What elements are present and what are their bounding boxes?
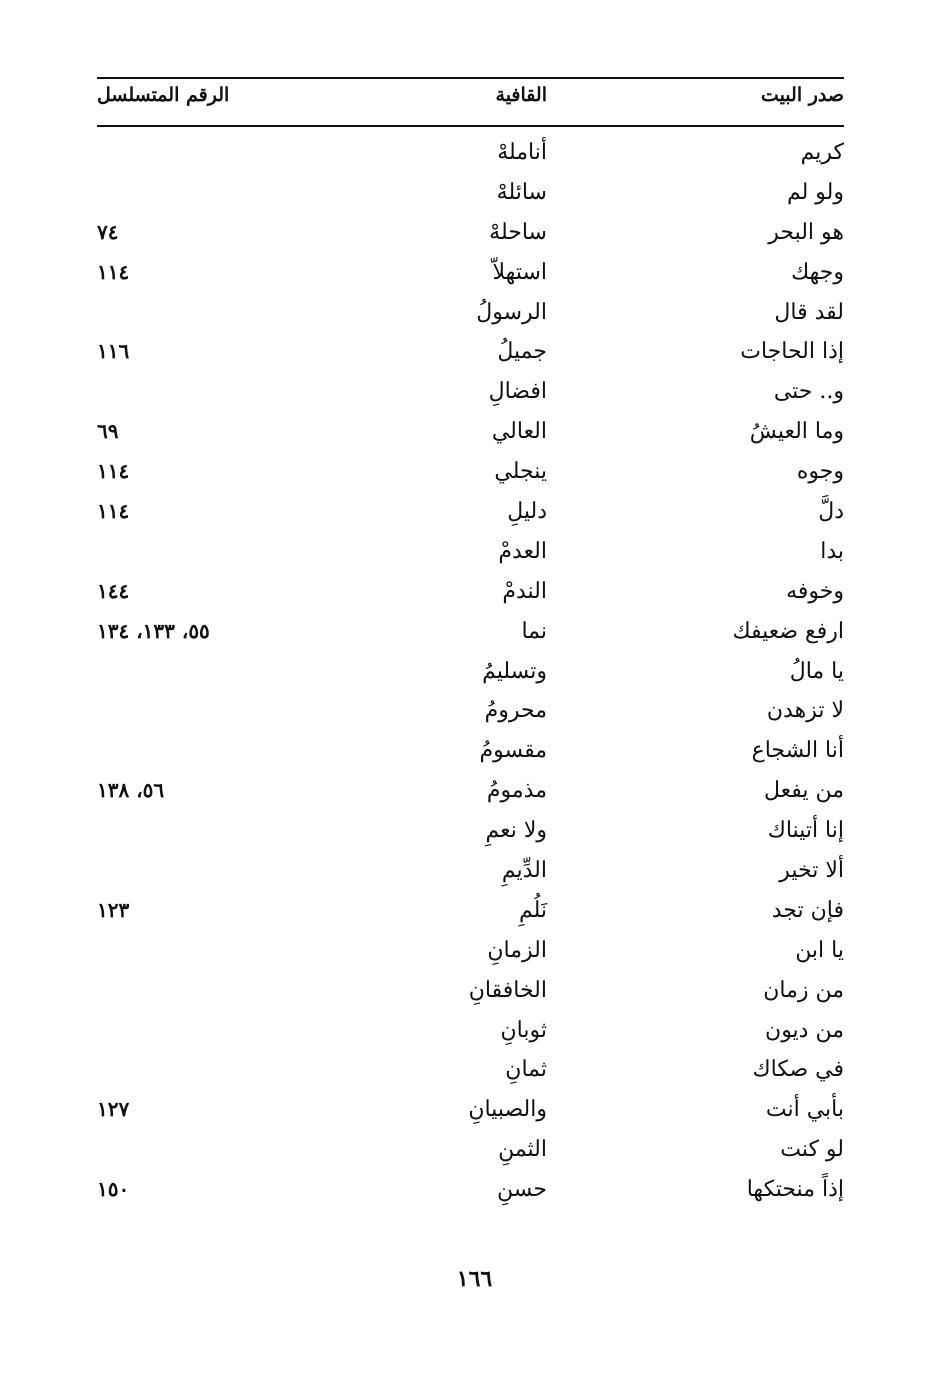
first-hemistich-cell: لقد قال	[774, 299, 844, 325]
first-hemistich-cell: ارفع ضعيفك	[732, 618, 844, 644]
table-header	[97, 84, 844, 118]
first-hemistich-cell: كريم	[800, 140, 844, 165]
rhyme-cell: والصبيانِ	[468, 1097, 547, 1123]
table-row	[97, 253, 844, 293]
serial-number-cell: ١٤٤	[97, 578, 130, 603]
rhyme-cell: ولا نعمِ	[485, 818, 547, 844]
rhyme-cell: الثمنِ	[498, 1137, 547, 1163]
first-hemistich-cell: وجوه	[796, 459, 844, 485]
serial-number-cell: ١١٤	[97, 499, 130, 524]
serial-number-cell: ٥٥، ١٣٣، ١٣٤	[97, 618, 210, 643]
first-hemistich-cell: وخوفه	[786, 578, 844, 604]
table-row	[97, 851, 844, 891]
rhyme-cell: نما	[521, 618, 547, 644]
first-hemistich-cell: بدا	[820, 538, 844, 564]
table-top-rule	[97, 77, 844, 79]
first-hemistich-cell: بأبي أنت	[765, 1097, 844, 1123]
header-first-hemistich: صدر البيت	[760, 84, 844, 106]
rhyme-cell: ثوبانِ	[500, 1017, 547, 1043]
table-row	[97, 1130, 844, 1170]
table-row	[97, 492, 844, 532]
rhyme-cell: الخافقانِ	[468, 977, 547, 1003]
first-hemistich-cell: من يفعل	[763, 778, 844, 804]
first-hemistich-cell: دلَّ	[818, 499, 844, 525]
table-row	[97, 1011, 844, 1051]
rhyme-cell: ينجلي	[494, 459, 547, 485]
first-hemistich-cell: وما العيشُ	[749, 419, 844, 445]
serial-number-cell: ١١٤	[97, 459, 130, 484]
table-row	[97, 293, 844, 333]
rhyme-cell: الزمانِ	[487, 937, 547, 963]
first-hemistich-cell: لو كنت	[780, 1137, 844, 1163]
page-number: ١٦٦	[456, 1266, 493, 1292]
table-row	[97, 133, 844, 173]
header-serial-number: الرقم المتسلسل	[97, 84, 230, 106]
table-body	[97, 133, 844, 1210]
table-row	[97, 931, 844, 971]
table-row	[97, 332, 844, 372]
table-row	[97, 213, 844, 253]
table-row	[97, 612, 844, 652]
first-hemistich-cell: أنا الشجاع	[751, 738, 844, 764]
first-hemistich-cell: إذا الحاجات	[740, 339, 844, 365]
first-hemistich-cell: لا تزهدن	[766, 698, 844, 724]
first-hemistich-cell: من ديون	[765, 1017, 844, 1043]
serial-number-cell: ٥٦، ١٣٨	[97, 778, 165, 803]
rhyme-cell: سائلهْ	[496, 179, 547, 205]
serial-number-cell: ١٢٧	[97, 1097, 130, 1122]
rhyme-cell: أناملهْ	[497, 140, 547, 165]
table-row	[97, 1090, 844, 1130]
rhyme-cell: افضالِ	[488, 379, 547, 405]
rhyme-cell: نَلُمِ	[518, 897, 547, 923]
table-row	[97, 731, 844, 771]
table-row	[97, 691, 844, 731]
rhyme-cell: مقسومُ	[479, 738, 547, 764]
first-hemistich-cell: إذاً منحتكها	[746, 1177, 844, 1203]
first-hemistich-cell: يا ابن	[795, 937, 844, 963]
rhyme-cell: الندمْ	[502, 578, 547, 604]
table-row	[97, 372, 844, 412]
serial-number-cell: ٧٤	[97, 219, 119, 244]
table-row	[97, 1050, 844, 1090]
table-row	[97, 532, 844, 572]
table-row	[97, 1170, 844, 1210]
rhyme-cell: استهلاّ	[492, 259, 547, 285]
serial-number-cell: ٦٩	[97, 419, 119, 444]
table-row	[97, 891, 844, 931]
table-row	[97, 173, 844, 213]
rhyme-cell: الرسولُ	[476, 299, 547, 325]
first-hemistich-cell: ولو لم	[786, 179, 844, 205]
table-row	[97, 572, 844, 612]
table-row	[97, 771, 844, 811]
table-row	[97, 412, 844, 452]
rhyme-cell: ثمانِ	[505, 1057, 547, 1083]
first-hemistich-cell: يا مالُ	[789, 658, 844, 684]
table-row	[97, 811, 844, 851]
serial-number-cell: ١٥٠	[97, 1177, 130, 1202]
header-rhyme: القافية	[495, 84, 547, 106]
serial-number-cell: ١١٤	[97, 259, 130, 284]
rhyme-cell: جميلُ	[497, 339, 547, 365]
serial-number-cell: ١١٦	[97, 339, 130, 364]
rhyme-cell: ساحلهْ	[489, 219, 547, 245]
first-hemistich-cell: إنا أتيناك	[767, 818, 844, 844]
rhyme-cell: وتسليمُ	[482, 658, 547, 684]
rhyme-cell: حسنِ	[497, 1177, 547, 1203]
table-row	[97, 452, 844, 492]
table-row	[97, 971, 844, 1011]
rhyme-cell: العالي	[491, 419, 547, 445]
table-row	[97, 652, 844, 692]
rhyme-cell: مذمومُ	[486, 778, 547, 804]
serial-number-cell: ١٢٣	[97, 897, 130, 922]
first-hemistich-cell: وجهك	[791, 259, 844, 285]
first-hemistich-cell: من زمان	[763, 977, 844, 1003]
first-hemistich-cell: في صكاك	[752, 1057, 844, 1083]
rhyme-cell: دليلِ	[507, 499, 547, 525]
rhyme-cell: العدمْ	[498, 538, 547, 564]
first-hemistich-cell: و.. حتى	[773, 379, 844, 405]
first-hemistich-cell: فإن تجد	[771, 897, 844, 923]
rhyme-cell: الدِّيمِ	[501, 858, 547, 884]
first-hemistich-cell: ألا تخير	[779, 858, 844, 884]
table-header-rule	[97, 125, 844, 127]
first-hemistich-cell: هو البحر	[768, 219, 844, 245]
rhyme-cell: محرومُ	[484, 698, 547, 724]
